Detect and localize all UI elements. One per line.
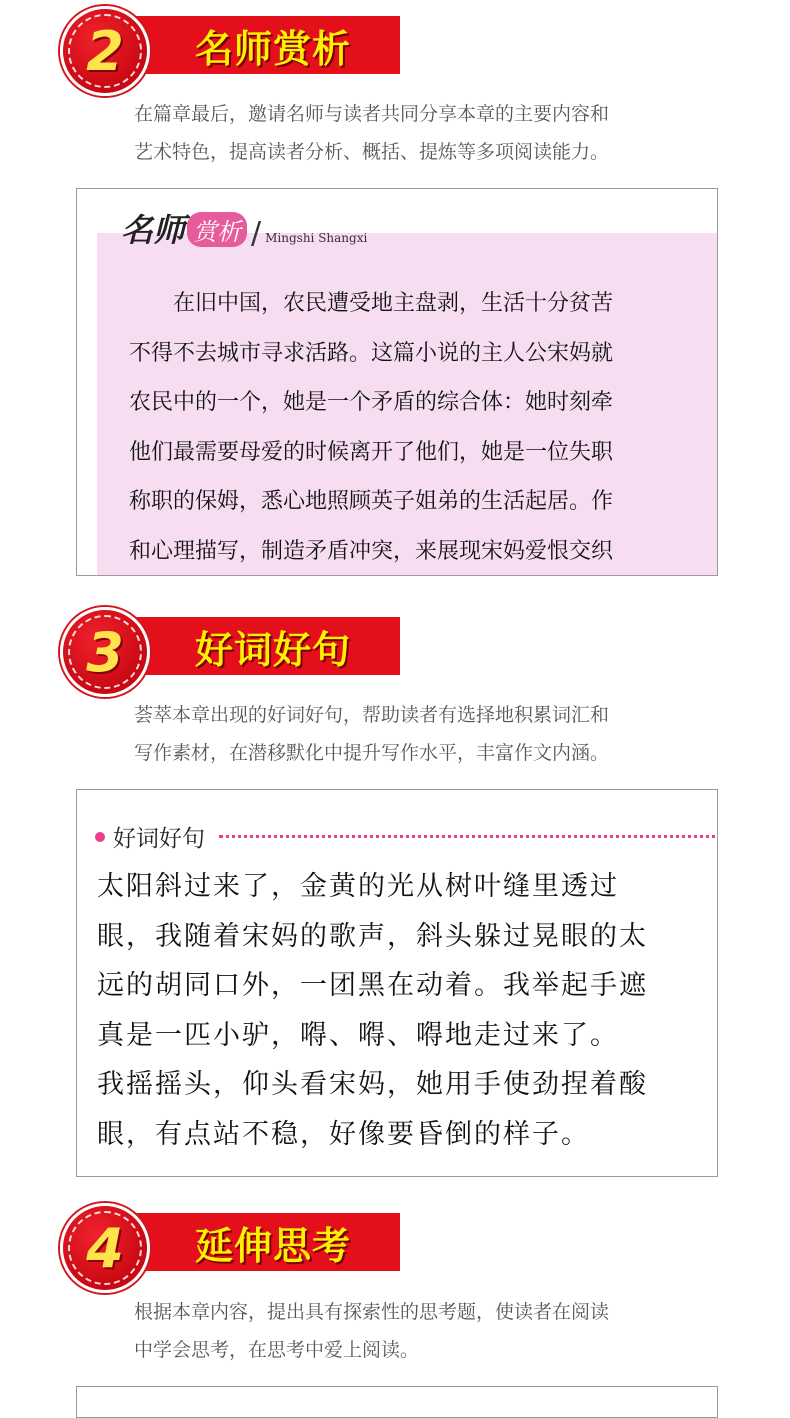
- bullet-dot: [95, 832, 105, 842]
- section-description: [134, 1293, 694, 1369]
- dotted-divider: [219, 835, 718, 838]
- text-line: 称职的保姆，悉心地照顾英子姐弟的生活起居。作: [129, 489, 614, 514]
- description-line: 根据本章内容，提出具有探索性的思考题，使读者在阅读: [134, 1301, 610, 1323]
- section-header-3: [56, 603, 416, 693]
- text-line: 远的胡同口外，一团黑在动着。我举起手遮: [97, 970, 648, 1001]
- section-number: 2: [86, 19, 124, 83]
- good-words-heading: [95, 820, 718, 853]
- logo-accent-text: 赏析: [187, 212, 247, 247]
- description-line: 中学会思考，在思考中爱上阅读。: [134, 1339, 420, 1361]
- description-line: 荟萃本章出现的好词好句，帮助读者有选择地积累词汇和: [134, 704, 610, 726]
- section-title: 好词好句: [194, 627, 351, 672]
- analysis-text: [129, 279, 718, 576]
- section-header-4: [56, 1199, 416, 1289]
- text-line: 不得不去城市寻求活路。这篇小说的主人公宋妈就: [129, 340, 614, 366]
- good-words-text: [97, 862, 718, 1159]
- good-words-panel: [76, 789, 718, 1177]
- section-description: [134, 95, 694, 171]
- text-line: 和心理描写，制造矛盾冲突，来展现宋妈爱恨交织: [129, 538, 614, 564]
- title-banner: [128, 617, 400, 675]
- number-badge: [60, 6, 150, 96]
- number-badge: [60, 1203, 150, 1293]
- title-banner: [128, 1213, 400, 1271]
- text-line: 眼，我随着宋妈的歌声，斜头躲过晃眼的太: [97, 920, 648, 952]
- text-line: 在旧中国，农民遭受地主盘剥，生活十分贫苦: [129, 291, 614, 316]
- thinking-panel: [76, 1386, 718, 1418]
- section-title: 名师赏析: [194, 26, 351, 71]
- number-badge: [60, 607, 150, 697]
- logo-pinyin: Mingshi Shangxi: [265, 231, 368, 245]
- logo-slash: /: [251, 216, 262, 251]
- title-banner: [128, 16, 400, 74]
- description-line: 在篇章最后，邀请名师与读者共同分享本章的主要内容和: [134, 103, 610, 125]
- section-number: 4: [86, 1216, 124, 1280]
- section-header-2: [56, 2, 416, 92]
- text-line: 他们最需要母爱的时候离开了他们，她是一位失职: [129, 439, 614, 465]
- teacher-analysis-panel: [76, 188, 718, 576]
- text-line: 真是一匹小驴，嘚、嘚、嘚地走过来了。: [97, 1019, 619, 1051]
- logo-main-text: 名师: [121, 211, 186, 249]
- section-title: 延伸思考: [194, 1223, 351, 1268]
- section-number: 3: [86, 620, 124, 684]
- text-line: 太阳斜过来了，金黄的光从树叶缝里透过: [97, 871, 619, 902]
- description-line: 艺术特色，提高读者分析、概括、提炼等多项阅读能力。: [134, 141, 610, 163]
- teacher-analysis-logo: [121, 211, 367, 251]
- panel-heading: 好词好句: [113, 826, 205, 852]
- section-description: [134, 696, 694, 772]
- description-line: 写作素材，在潜移默化中提升写作水平，丰富作文内涵。: [134, 742, 610, 764]
- text-line: 我摇摇头，仰头看宋妈，她用手使劲捏着酸: [97, 1069, 648, 1100]
- text-line: 农民中的一个，她是一个矛盾的综合体：她时刻牵: [129, 390, 614, 415]
- text-line: 眼，有点站不稳，好像要昏倒的样子。: [97, 1118, 590, 1150]
